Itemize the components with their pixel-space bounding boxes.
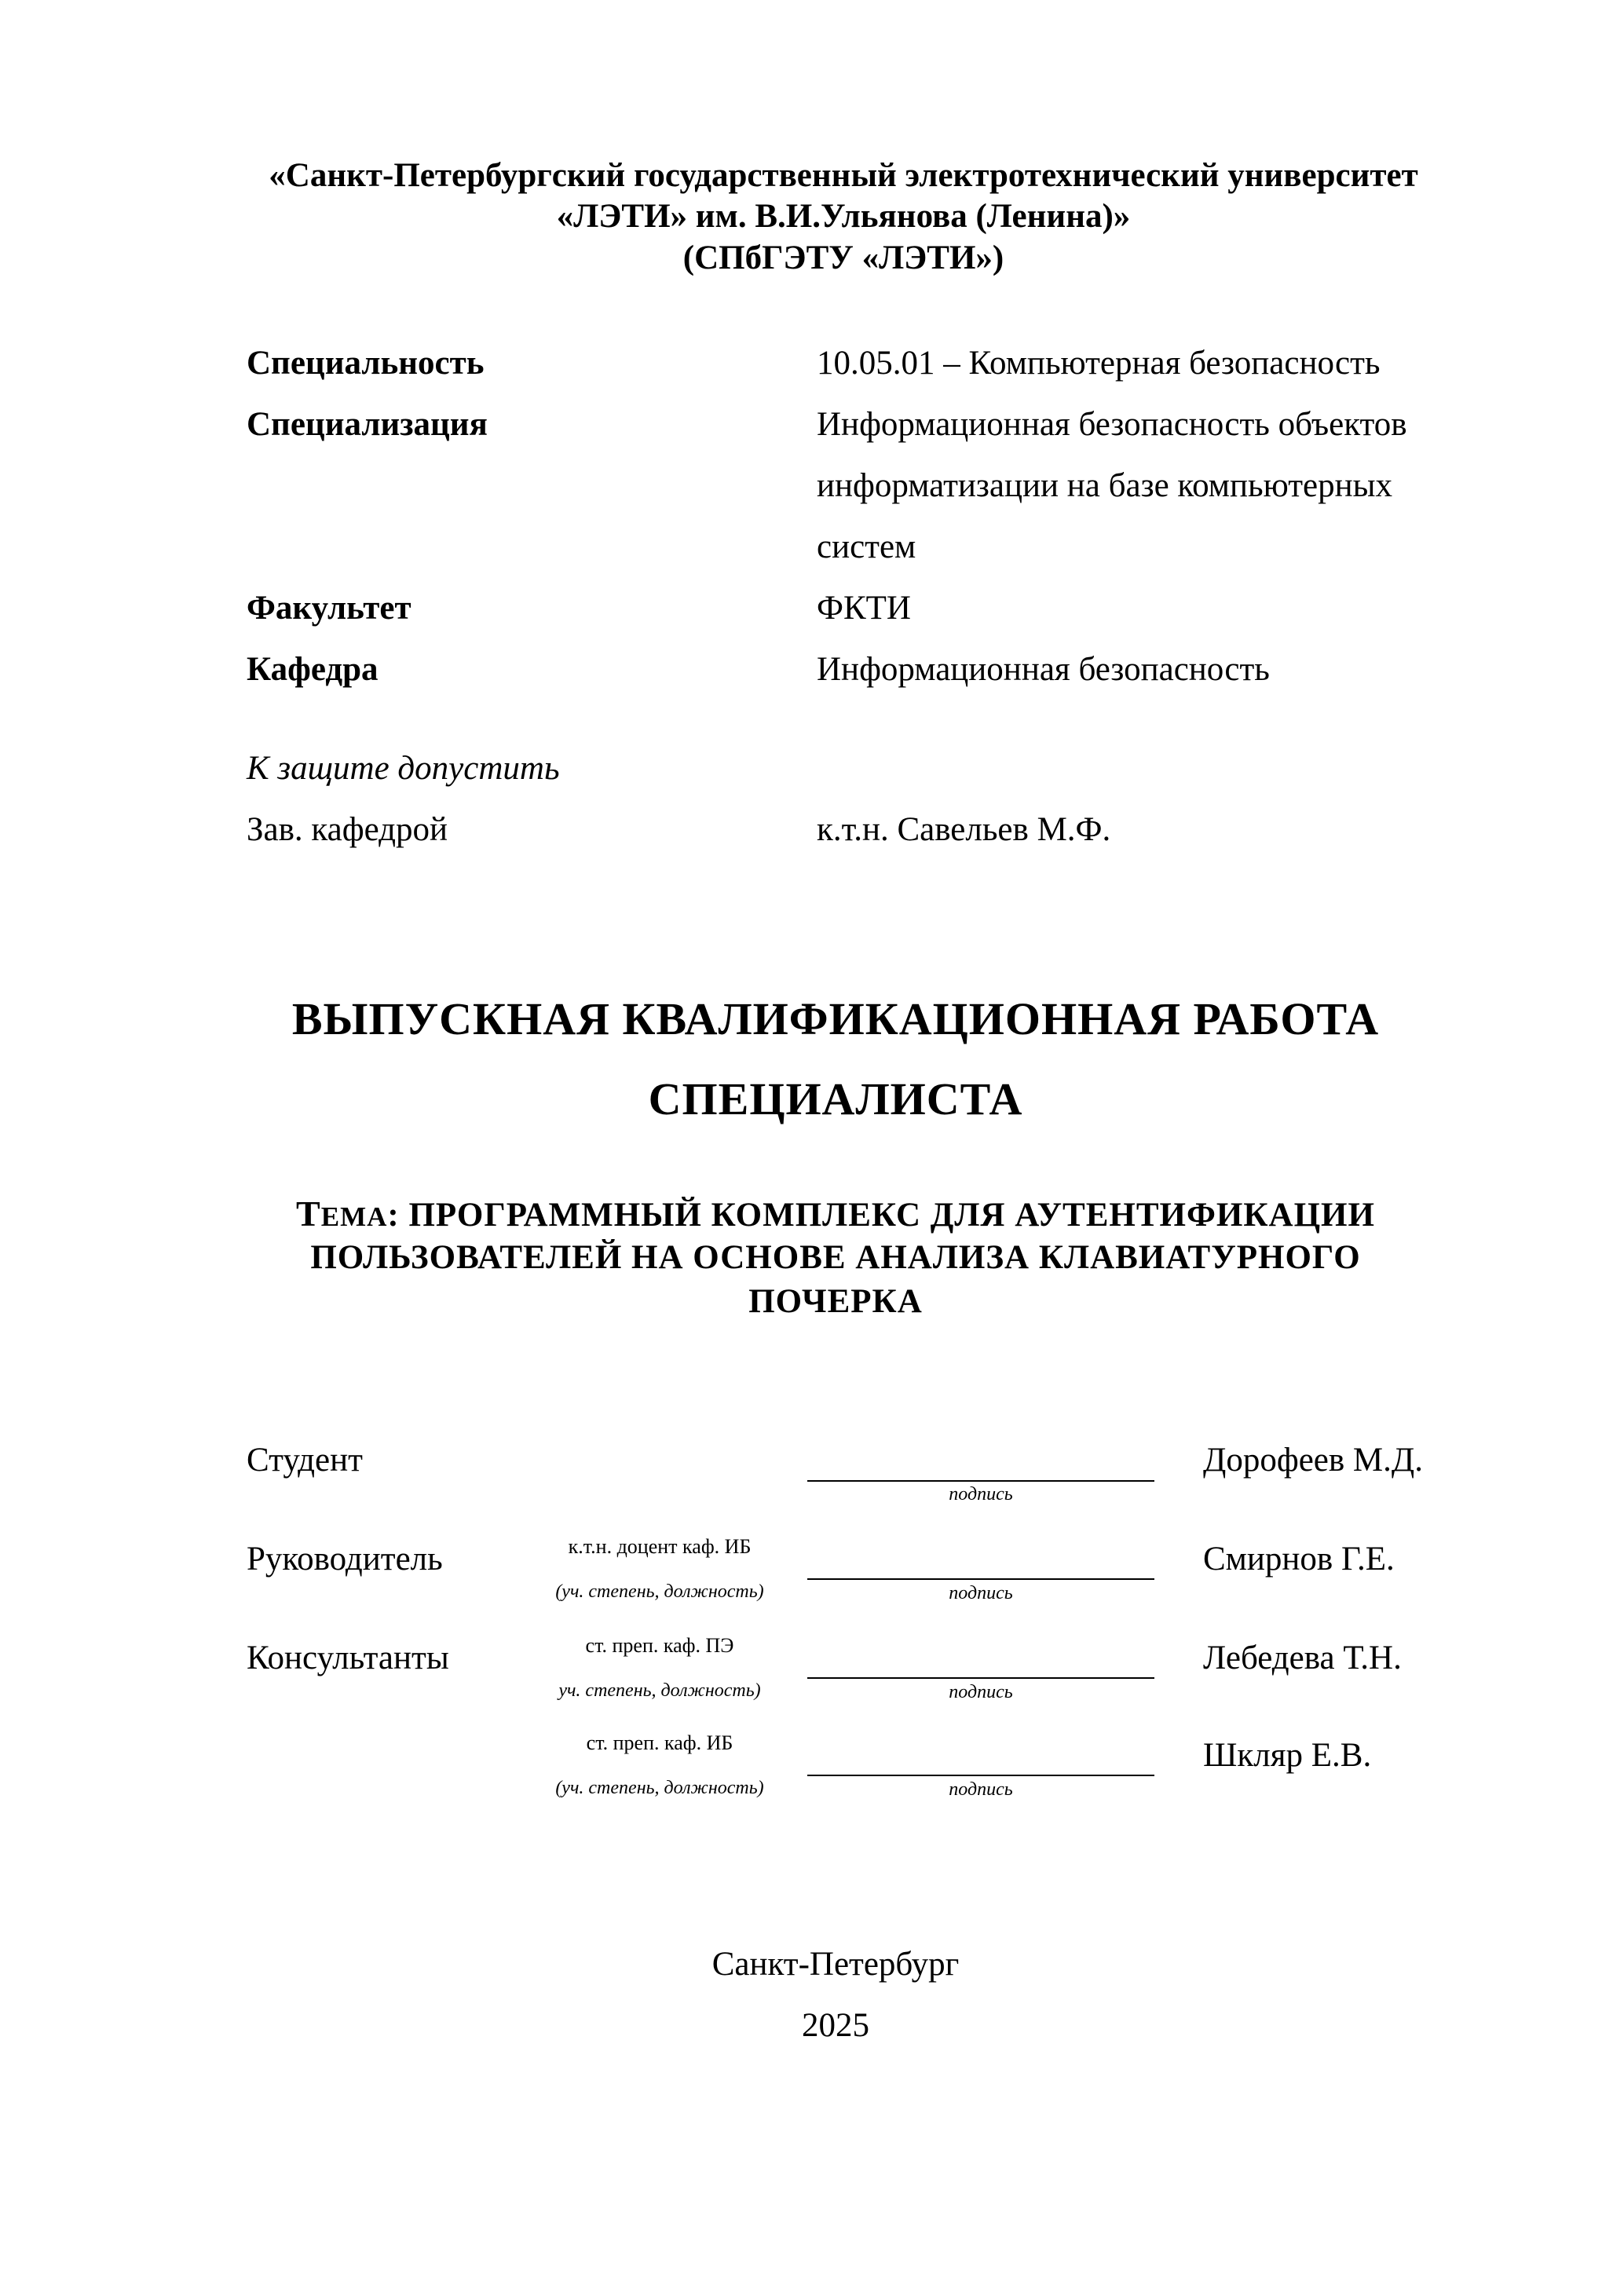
supervisor-signature-caption: подпись [949,1583,1013,1603]
university-name-line-2: «ЛЭТИ» им. В.И.Ульянова (Ленина)» [556,198,1131,235]
topic-prefix-rest: ЕМА [320,1201,388,1232]
consultant-1-position-caption: уч. степень, должность) [558,1680,761,1701]
student-name: Дорофеев М.Д. [1203,1442,1423,1479]
supervisor-name: Смирнов Г.Е. [1203,1541,1395,1578]
supervisor-position-caption: (уч. степень, должность) [555,1581,764,1602]
supervisor-role: Руководитель [247,1541,443,1578]
consultant-2-position-caption: (уч. степень, должность) [555,1778,764,1798]
student-signature-caption: подпись [949,1484,1013,1504]
head-of-department-name: к.т.н. Савельев М.Ф. [817,811,1111,848]
university-abbreviation: (СПбГЭТУ «ЛЭТИ») [682,239,1004,276]
footer-city: Санкт-Петербург [711,1946,960,1983]
document-title-line-2: СПЕЦИАЛИСТА [648,1073,1023,1124]
supervisor-position: к.т.н. доцент каф. ИБ [568,1535,752,1558]
student-signature-line [807,1480,1154,1482]
specialty-value: 10.05.01 – Компьютерная безопасность [817,345,1381,382]
consultant-1-name: Лебедева Т.Н. [1203,1640,1402,1676]
specialization-value-line-3: систем [817,528,916,565]
document-title-line-1: ВЫПУСКНАЯ КВАЛИФИКАЦИОННАЯ РАБОТА [291,993,1380,1044]
consultant-1-position: ст. преп. каф. ПЭ [585,1634,734,1657]
consultants-role: Консультанты [247,1640,449,1676]
topic-prefix-first-letter: Т [296,1194,321,1234]
head-of-department-label: Зав. кафедрой [247,811,448,848]
consultant-2-name: Шкляр Е.В. [1203,1737,1372,1774]
supervisor-signature-line [807,1578,1154,1580]
specialization-value-line-1: Информационная безопасность объектов [817,406,1407,443]
topic-prefix-colon: : [387,1197,400,1234]
footer-year: 2025 [802,2007,869,2044]
faculty-label: Факультет [247,590,411,627]
faculty-value: ФКТИ [817,590,911,627]
topic-line-2: ПОЛЬЗОВАТЕЛЕЙ НА ОСНОВЕ АНАЛИЗА КЛАВИАТУРНОГО [310,1239,1361,1276]
university-name-line-1: «Санкт-Петербургский государственный электротехнический университет [269,157,1418,194]
specialty-label: Специальность [247,345,485,382]
department-value: Информационная безопасность [817,651,1270,688]
topic-line-3: ПОЧЕРКА [748,1283,923,1320]
consultant-1-signature-caption: подпись [949,1682,1013,1702]
topic-text-line-1: ПРОГРАММНЫЙ КОМПЛЕКС ДЛЯ АУТЕНТИФИКАЦИИ [399,1197,1375,1234]
topic-line-1 [0,1192,1624,1239]
consultant-2-position: ст. преп. каф. ИБ [586,1731,733,1754]
student-role: Студент [247,1442,363,1479]
consultant-2-signature-line [807,1775,1154,1776]
department-label: Кафедра [247,651,379,688]
consultant-2-signature-caption: подпись [949,1779,1013,1800]
specialization-value-line-2: информатизации на базе компьютерных [817,467,1392,504]
specialization-label: Специализация [247,406,488,443]
admit-to-defense: К защите допустить [247,750,560,787]
consultant-1-signature-line [807,1677,1154,1679]
